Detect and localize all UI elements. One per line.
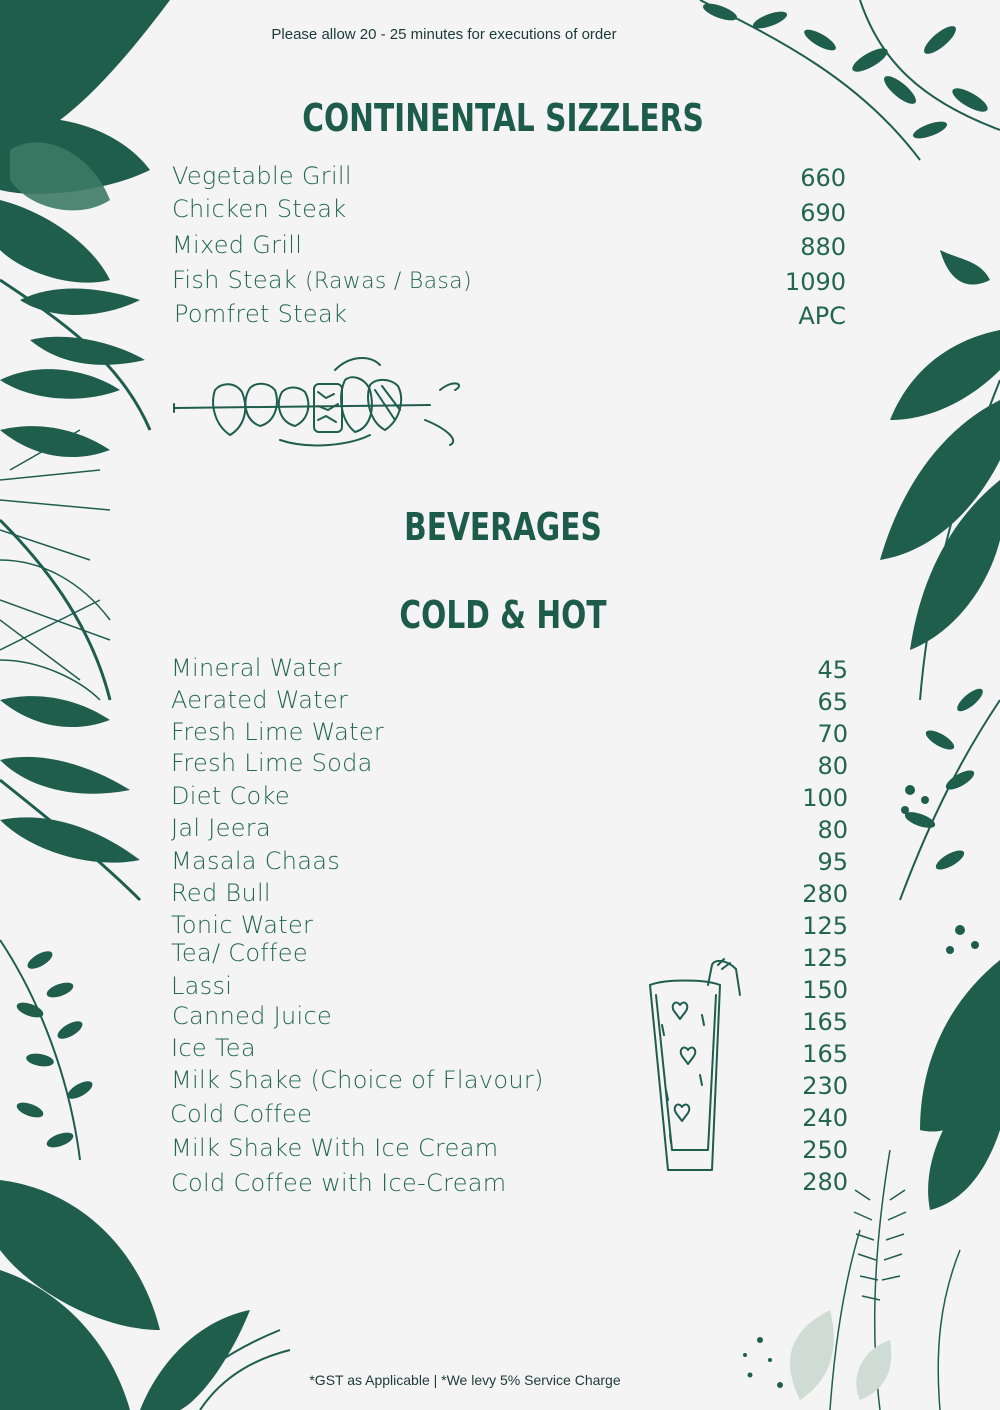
menu-item: Cold Coffee with Ice-Cream [171, 1169, 507, 1197]
menu-item-price: 690 [800, 199, 846, 227]
order-time-notice: Please allow 20 - 25 minutes for executions of order [271, 26, 617, 43]
menu-item: Fresh Lime Water [171, 718, 385, 746]
menu-item-price: 70 [817, 720, 848, 748]
menu-item-price: 660 [800, 164, 846, 192]
menu-item: Cold Coffee [170, 1100, 313, 1128]
menu-item-price: 230 [802, 1072, 848, 1100]
menu-item: Vegetable Grill [172, 162, 352, 190]
menu-item: Lassi [171, 972, 233, 1000]
menu-item-price: 125 [802, 912, 848, 940]
menu-item: Mineral Water [171, 654, 343, 682]
menu-item: Jal Jeera [171, 814, 271, 842]
section-title-sizzlers: CONTINENTAL SIZZLERS [302, 96, 704, 140]
menu-item-price: 45 [817, 656, 848, 684]
menu-item-price: 125 [802, 944, 848, 972]
menu-item-price: 150 [802, 976, 848, 1004]
menu-item: Fresh Lime Soda [171, 749, 373, 777]
menu-item: Tea/ Coffee [171, 939, 308, 967]
skewer-icon [170, 350, 470, 460]
menu-item: Masala Chaas [171, 847, 341, 875]
menu-item-price: APC [798, 302, 846, 330]
section-subtitle-cold-hot: COLD & HOT [399, 593, 607, 637]
menu-item: Milk Shake With Ice Cream [171, 1134, 499, 1162]
menu-item: Mixed Grill [172, 231, 303, 259]
menu-item [172, 266, 472, 296]
menu-item: Ice Tea [171, 1034, 256, 1062]
menu-item-price: 95 [817, 848, 848, 876]
menu-item-name: Fish Steak [172, 266, 298, 294]
menu-item-note: (Rawas / Basa) [305, 269, 472, 294]
menu-item-price: 100 [802, 784, 848, 812]
menu-item: Canned Juice [172, 1002, 333, 1030]
tall-glass-icon [640, 955, 750, 1180]
menu-item: Aerated Water [171, 686, 349, 714]
menu-item-price: 1090 [784, 268, 846, 296]
menu-item: Diet Coke [171, 782, 290, 810]
menu-item: Chicken Steak [172, 195, 347, 223]
menu-item-price: 165 [802, 1040, 848, 1068]
menu-item-price: 165 [802, 1008, 848, 1036]
menu-item-price: 250 [802, 1136, 848, 1164]
menu-item-price: 880 [800, 233, 846, 261]
menu-item-price: 65 [817, 688, 848, 716]
section-title-beverages: BEVERAGES [404, 505, 602, 549]
menu-item-price: 240 [802, 1104, 848, 1132]
menu-item: Red Bull [171, 879, 271, 907]
menu-item: Milk Shake (Choice of Flavour) [171, 1066, 544, 1094]
menu-item: Pomfret Steak [174, 300, 348, 328]
menu-item-price: 280 [802, 880, 848, 908]
menu-item-price: 80 [817, 752, 848, 780]
tax-footer-note: *GST as Applicable | *We levy 5% Service Charge [309, 1372, 621, 1388]
menu-item-price: 280 [802, 1168, 848, 1196]
menu-item: Tonic Water [171, 911, 314, 939]
menu-item-price: 80 [817, 816, 848, 844]
